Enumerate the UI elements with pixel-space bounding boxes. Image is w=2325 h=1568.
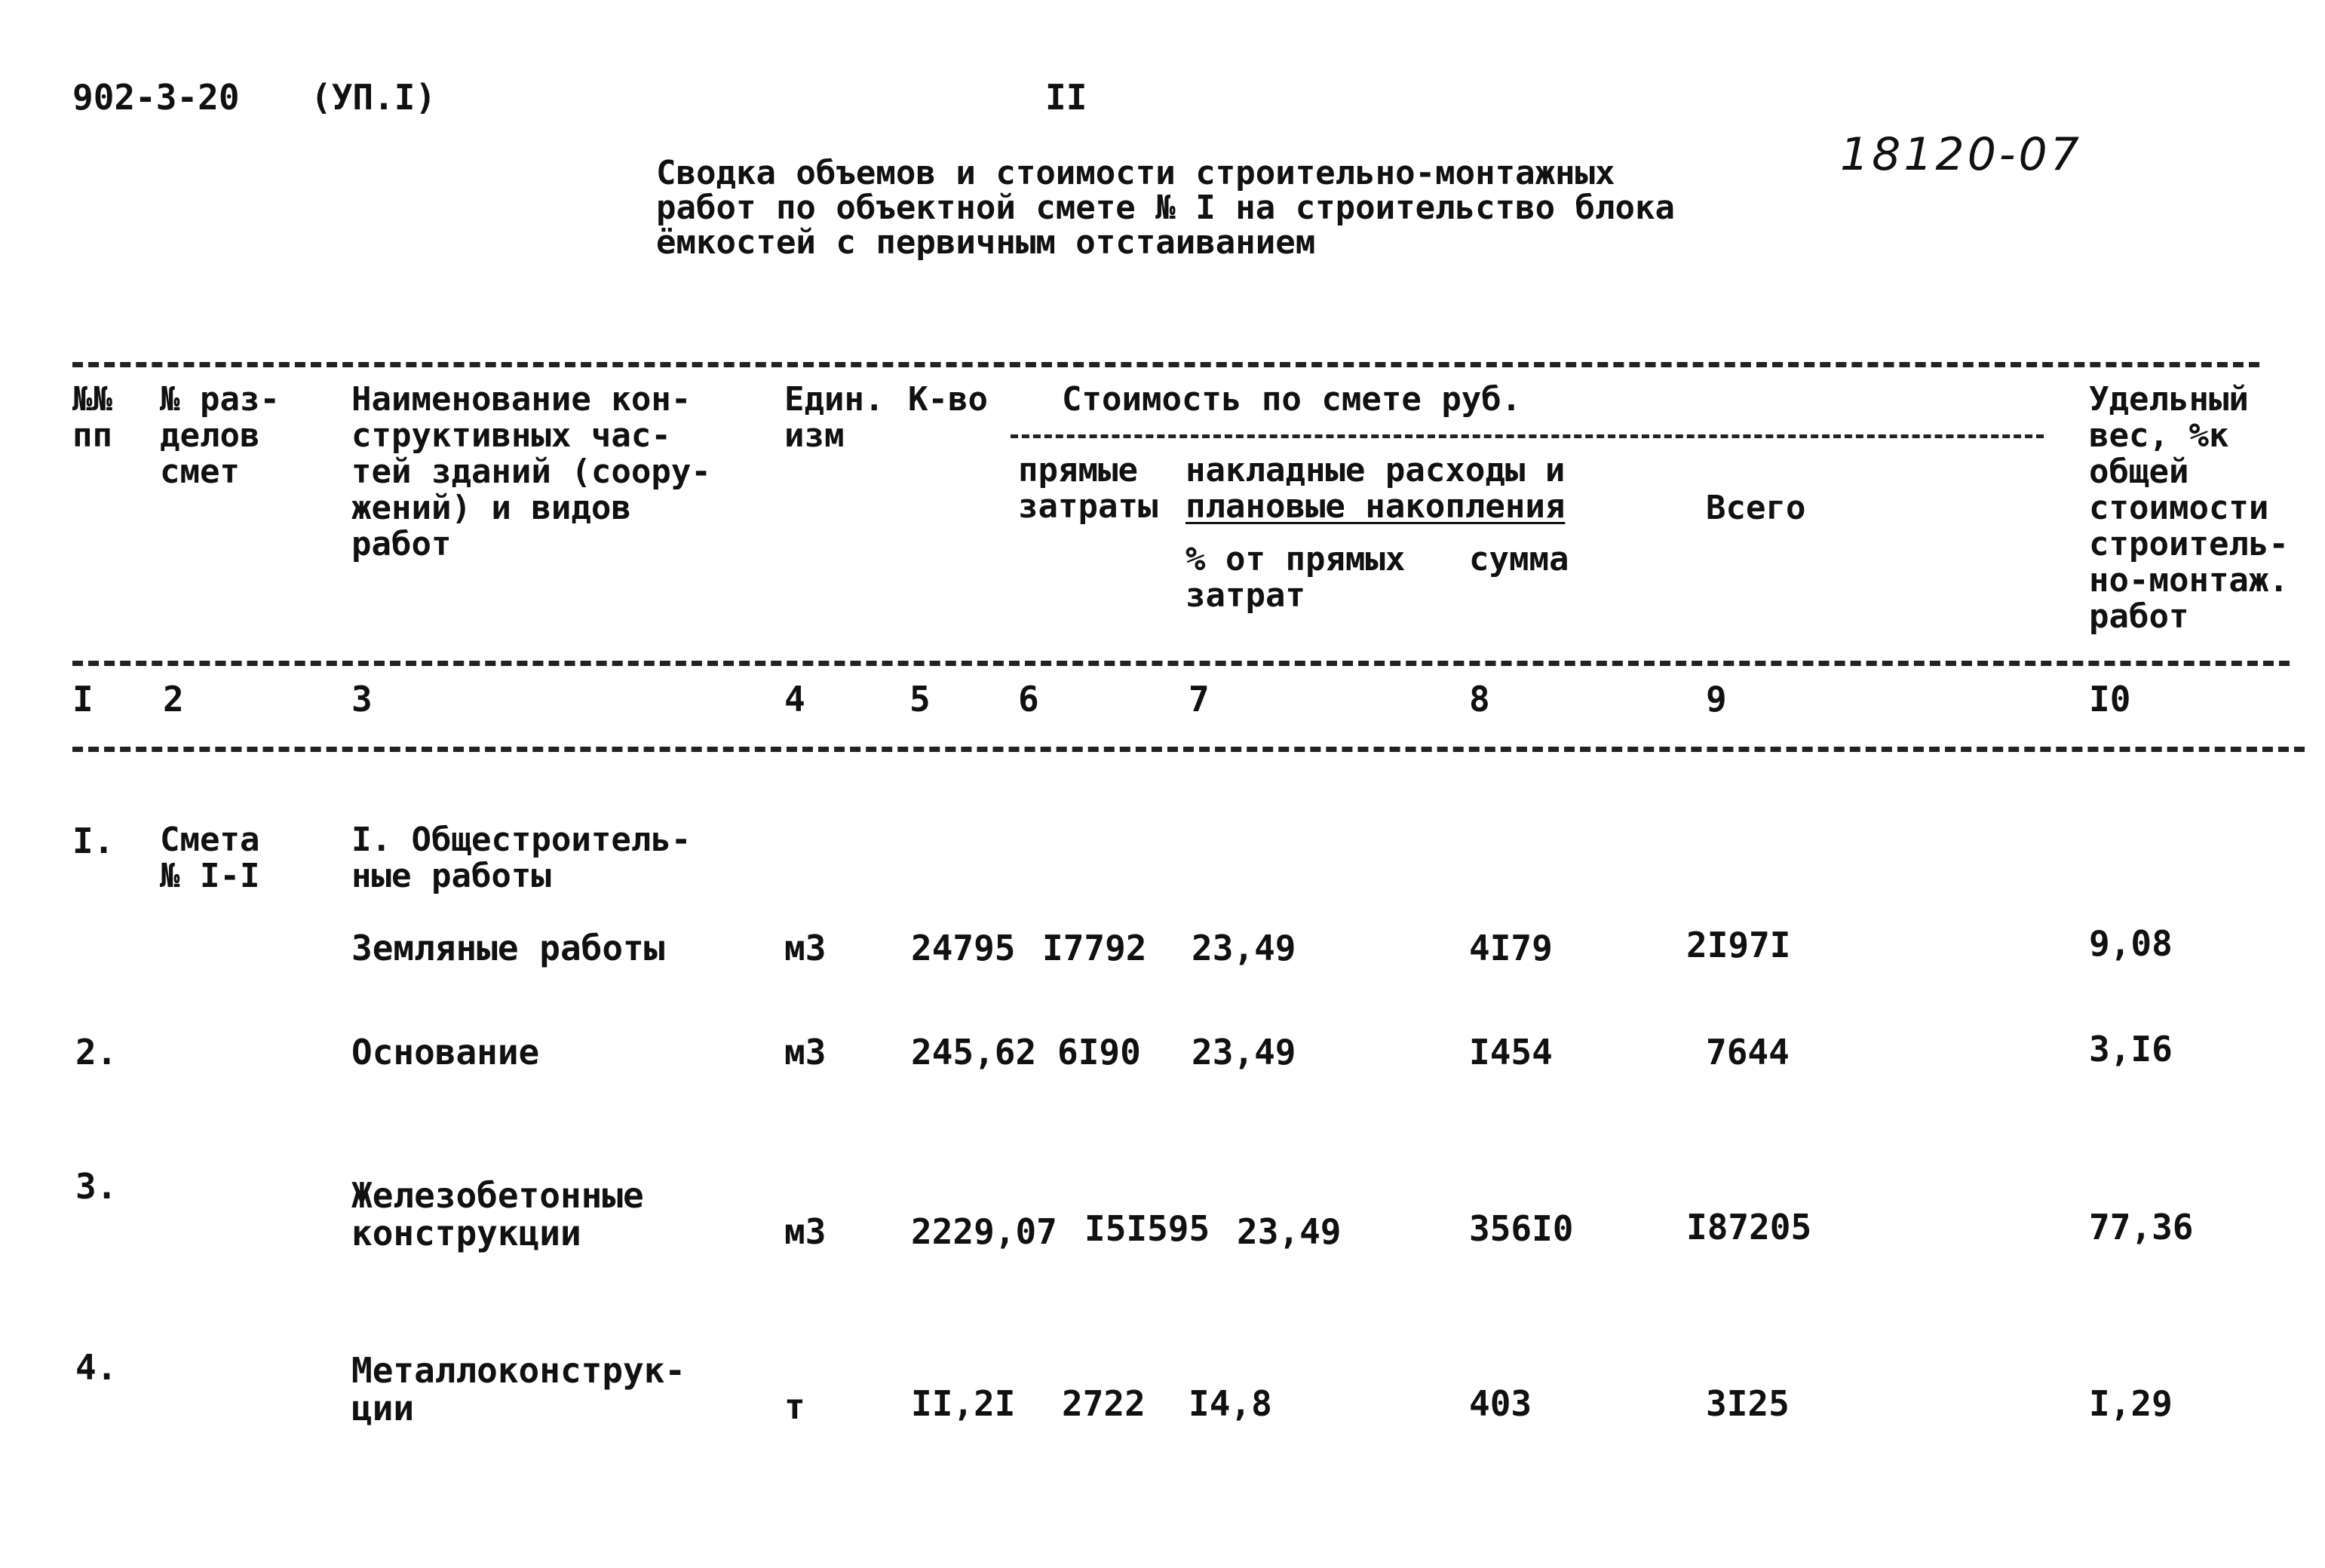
row-share: 77,36 [2089,1207,2194,1247]
row-overhead-percent: 23,49 [1192,1032,1296,1072]
cost-group-rule [1011,434,2044,438]
row-unit: м3 [784,928,827,968]
title-line-2: работ по объектной смете № I на строительство блока [656,189,1676,227]
header-unit: Един. изм [784,380,885,455]
document-code: 902-3-20 [72,77,240,118]
section-title: I. Общестроитель- ные работы [351,821,692,895]
header-work-name: Наименование кон- структивных час- тей зданий (соору- жений) и видов работ [351,380,711,563]
header-bottom-rule [72,661,2290,666]
row-name: Земляные работы [351,928,665,968]
row-share: I,29 [2089,1383,2173,1424]
row-overhead-sum: 403 [1469,1383,1532,1424]
column-number: 4 [784,679,805,720]
row-overhead-percent: 23,49 [1237,1211,1342,1252]
row-total: I87205 [1686,1207,1812,1247]
row-unit: м3 [784,1032,827,1072]
column-number: 8 [1469,679,1490,720]
row-quantity: 24795 [911,928,1016,968]
header-overhead-percent: % от прямых затрат [1186,540,1406,615]
title-line-1: Сводка объемов и стоимости строительно-монтажных [656,154,1615,192]
row-number: 4. [75,1347,118,1388]
header-quantity: К-во [908,380,988,419]
row-total: 2I97I [1686,925,1791,965]
header-total: Всего [1706,489,1806,527]
table-top-rule [72,362,2259,367]
album-number: (УП.I) [311,77,437,118]
row-direct-costs: 6I90 [1057,1032,1141,1072]
column-number: I [72,679,94,720]
row-number: 3. [75,1166,118,1207]
header-estimate-section: № раз- делов смет [160,380,280,491]
section-number: I. [72,821,115,861]
row-total: 7644 [1706,1032,1790,1072]
column-number: I0 [2089,679,2131,720]
column-number: 2 [163,679,184,720]
row-share: 9,08 [2089,923,2173,964]
header-cost-group: Стоимость по смете руб. [1062,380,1522,419]
row-overhead-percent: 23,49 [1192,928,1296,968]
row-overhead-percent: I4,8 [1189,1383,1272,1424]
row-unit: м3 [784,1211,827,1252]
page-number: II [1045,77,1087,118]
section-estimate: Смета № I-I [160,821,260,895]
row-unit: т [784,1386,805,1427]
column-numbers-rule [72,747,2305,752]
column-number: 6 [1018,679,1039,720]
header-overhead-sum: сумма [1469,540,1569,578]
row-name: Железобетонные конструкции [351,1175,644,1253]
row-quantity: 2229,07 [911,1211,1057,1252]
header-share: Удельный вес, %к общей стоимости строитель- но-монтаж. работ [2089,380,2289,636]
title-line-3: ёмкостей с первичным отстаиванием [656,223,1316,262]
column-number: 3 [351,679,373,720]
row-name: Основание [351,1032,540,1072]
row-share: 3,I6 [2089,1029,2173,1069]
header-overhead-group: накладные расходы и плановые накопления [1186,451,1566,526]
inventory-stamp: 18120-07 [1840,128,2082,181]
column-number: 9 [1706,679,1727,720]
row-overhead-sum: 356I0 [1469,1208,1574,1249]
header-direct-costs: прямые затраты [1018,451,1158,526]
row-overhead-sum: 4I79 [1469,928,1553,968]
row-quantity: II,2I [911,1383,1016,1424]
row-number: 2. [75,1032,118,1072]
row-direct-costs: I5I595 [1084,1208,1210,1249]
row-direct-costs: 2722 [1062,1383,1146,1424]
column-number: 5 [909,679,931,720]
header-item-no: №№ пп [72,380,112,455]
column-number: 7 [1189,679,1210,720]
row-direct-costs: I7792 [1042,928,1147,968]
row-name: Металлоконструк- ции [351,1350,686,1428]
row-quantity: 245,62 [911,1032,1037,1072]
row-overhead-sum: I454 [1469,1032,1553,1072]
row-total: 3I25 [1706,1383,1790,1424]
